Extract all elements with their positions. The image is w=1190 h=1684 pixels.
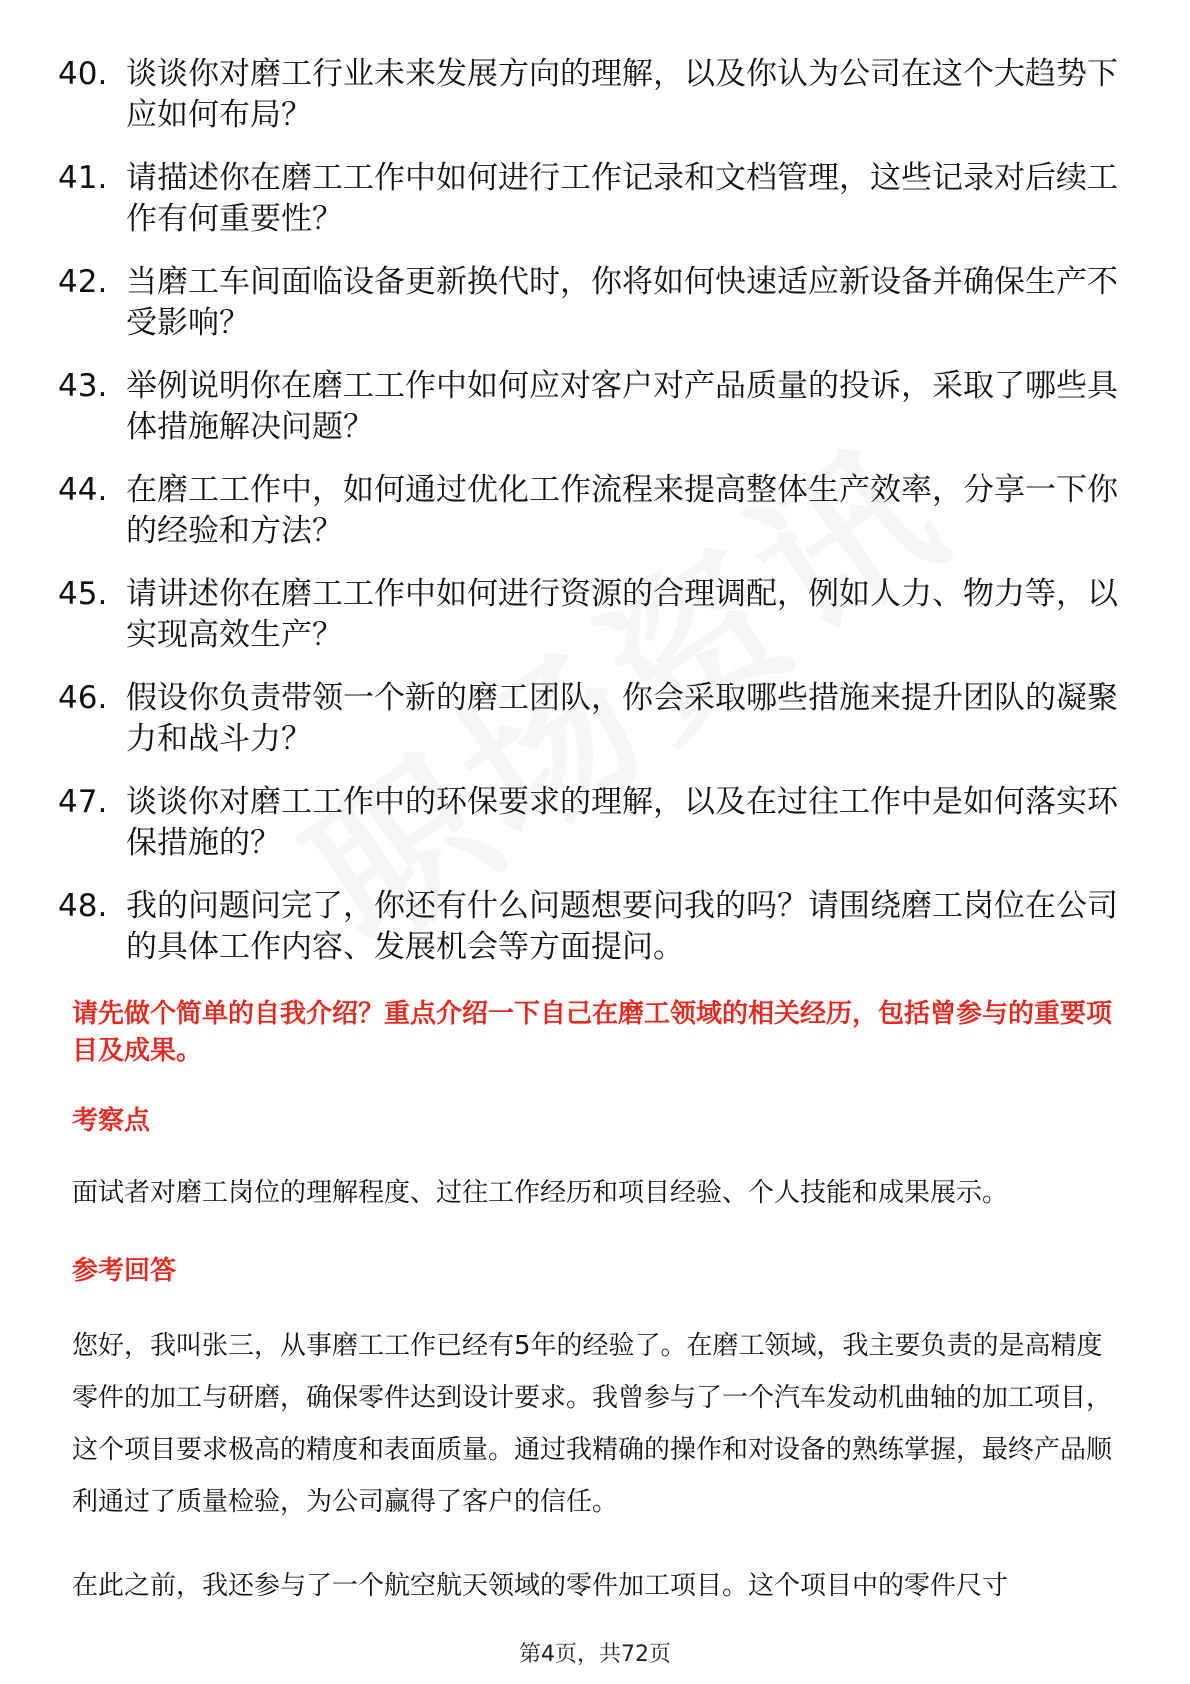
section-label-kaochadian: 考察点 [72,1106,151,1136]
question-number: 42. [58,264,108,300]
kaochadian-text: 面试者对磨工岗位的理解程度、过往工作经历和项目经验、个人技能和成果展示。 [72,1178,1009,1208]
list-item [58,574,1118,656]
highlight-question: 请先做个简单的自我介绍？重点介绍一下自己在磨工领域的相关经历，包括曾参与的重要项目及成果。 [72,999,1113,1066]
question-number: 43. [58,368,108,404]
question-number: 46. [58,680,108,716]
list-item [58,782,1118,864]
list-item [58,678,1118,760]
question-text: 在磨工工作中，如何通过优化工作流程来提高整体生产效率，分享一下你的经验和方法？ [126,472,1118,549]
answer-paragraph: 在此之前，我还参与了一个航空航天领域的零件加工项目。这个项目中的零件尺寸 [72,1571,1009,1601]
list-item [58,262,1118,344]
question-number: 41. [58,160,108,196]
question-number: 45. [58,576,108,612]
question-number: 47. [58,784,108,820]
question-text: 请描述你在磨工工作中如何进行工作记录和文档管理，这些记录对后续工作有何重要性？ [126,160,1118,237]
question-number: 40. [58,56,108,92]
list-item [58,470,1118,552]
question-text: 我的问题问完了，你还有什么问题想要问我的吗？请围绕磨工岗位在公司的具体工作内容、发展机会等方面提问。 [126,888,1118,965]
page-number: 第4页，共72页 [519,1642,671,1667]
section-label-cankaohuida: 参考回答 [72,1256,177,1286]
question-text: 请讲述你在磨工工作中如何进行资源的合理调配，例如人力、物力等，以实现高效生产？ [126,576,1118,653]
question-list [58,54,1118,990]
list-item [58,158,1118,240]
question-text: 谈谈你对磨工工作中的环保要求的理解，以及在过往工作中是如何落实环保措施的？ [126,784,1118,861]
question-text: 举例说明你在磨工工作中如何应对客户对产品质量的投诉，采取了哪些具体措施解决问题？ [126,368,1118,445]
list-item [58,886,1118,968]
answer-paragraph: 您好，我叫张三，从事磨工工作已经有5年的经验了。在磨工领域，我主要负责的是高精度零件的加工与研磨，确保零件达到设计要求。我曾参与了一个汽车发动机曲轴的加工项目，这个项目要求极高的精度和表面质量。通过我精确的操作和对设备的熟练掌握，最终产品顺利通过了质量检验，为公司赢得了客户的信任。 [72,1331,1113,1517]
question-text: 假设你负责带领一个新的磨工团队，你会采取哪些措施来提升团队的凝聚力和战斗力？ [126,680,1118,757]
list-item [58,366,1118,448]
list-item [58,54,1118,136]
question-number: 48. [58,888,108,924]
question-text: 当磨工车间面临设备更新换代时，你将如何快速适应新设备并确保生产不受影响？ [126,264,1118,341]
question-number: 44. [58,472,108,508]
question-text: 谈谈你对磨工行业未来发展方向的理解，以及你认为公司在这个大趋势下应如何布局？ [126,56,1118,133]
